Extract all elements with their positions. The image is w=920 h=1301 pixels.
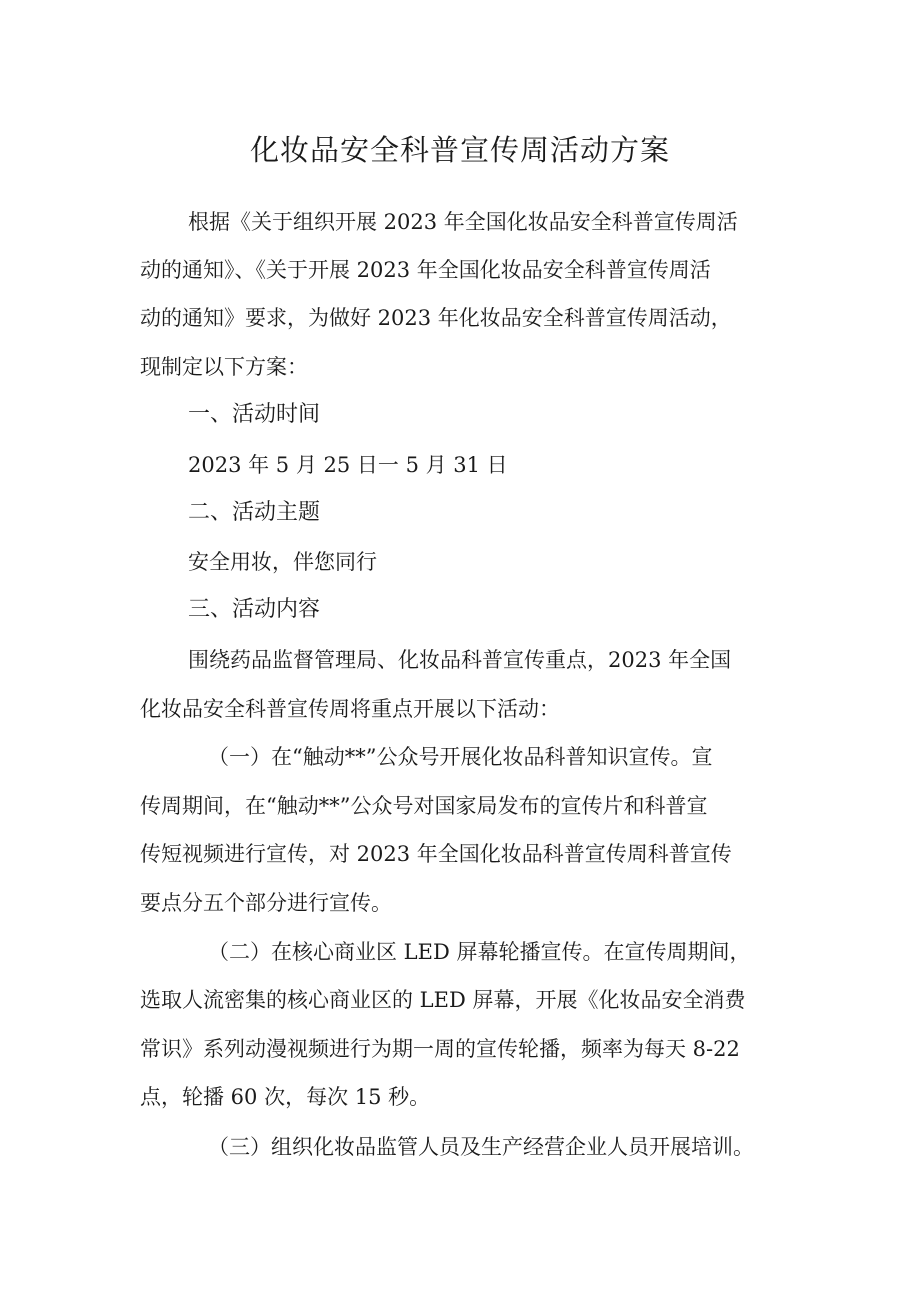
item1-line-3: 传短视频进行宣传，对 2023 年全国化妆品科普宣传周科普宣传 (140, 842, 732, 866)
section-heading-content: 三、活动内容 (188, 597, 321, 622)
intro-line-4: 现制定以下方案： (140, 355, 308, 379)
item2-line-1: （二）在核心商业区 LED 屏幕轮播宣传。在宣传周期间， (208, 940, 751, 964)
item2-line-3: 常识》系列动漫视频进行为期一周的宣传轮播，频率为每天 8-22 (140, 1037, 740, 1061)
intro-line-2: 动的通知》、《关于开展 2023 年全国化妆品安全科普宣传周活 (140, 258, 711, 282)
intro-line-3: 动的通知》要求，为做好 2023 年化妆品安全科普宣传周活动， (140, 306, 732, 330)
item1-line-1: （一）在“触动**”公众号开展化妆品科普知识宣传。宣 (208, 745, 713, 769)
intro-line-1: 根据《关于组织开展 2023 年全国化妆品安全科普宣传周活 (188, 210, 738, 234)
item1-line-4: 要点分五个部分进行宣传。 (140, 891, 392, 915)
content-intro-line-1: 围绕药品监督管理局、化妆品科普宣传重点，2023 年全国 (188, 648, 732, 672)
activity-time: 2023 年 5 月 25 日一 5 月 31 日 (188, 453, 508, 477)
item1-line-2: 传周期间，在“触动**”公众号对国家局发布的宣传片和科普宣 (140, 794, 708, 818)
content-intro-line-2: 化妆品安全科普宣传周将重点开展以下活动： (140, 697, 560, 721)
document-title: 化妆品安全科普宣传周活动方案 (249, 133, 670, 167)
activity-theme: 安全用妆，伴您同行 (188, 550, 377, 574)
item3-line-1: （三）组织化妆品监管人员及生产经营企业人员开展培训。 (208, 1135, 754, 1159)
item2-line-2: 选取人流密集的核心商业区的 LED 屏幕，开展《化妆品安全消费 (140, 988, 746, 1012)
item2-line-4: 点，轮播 60 次，每次 15 秒。 (140, 1085, 431, 1109)
section-heading-time: 一、活动时间 (188, 402, 321, 427)
section-heading-theme: 二、活动主题 (188, 500, 321, 525)
